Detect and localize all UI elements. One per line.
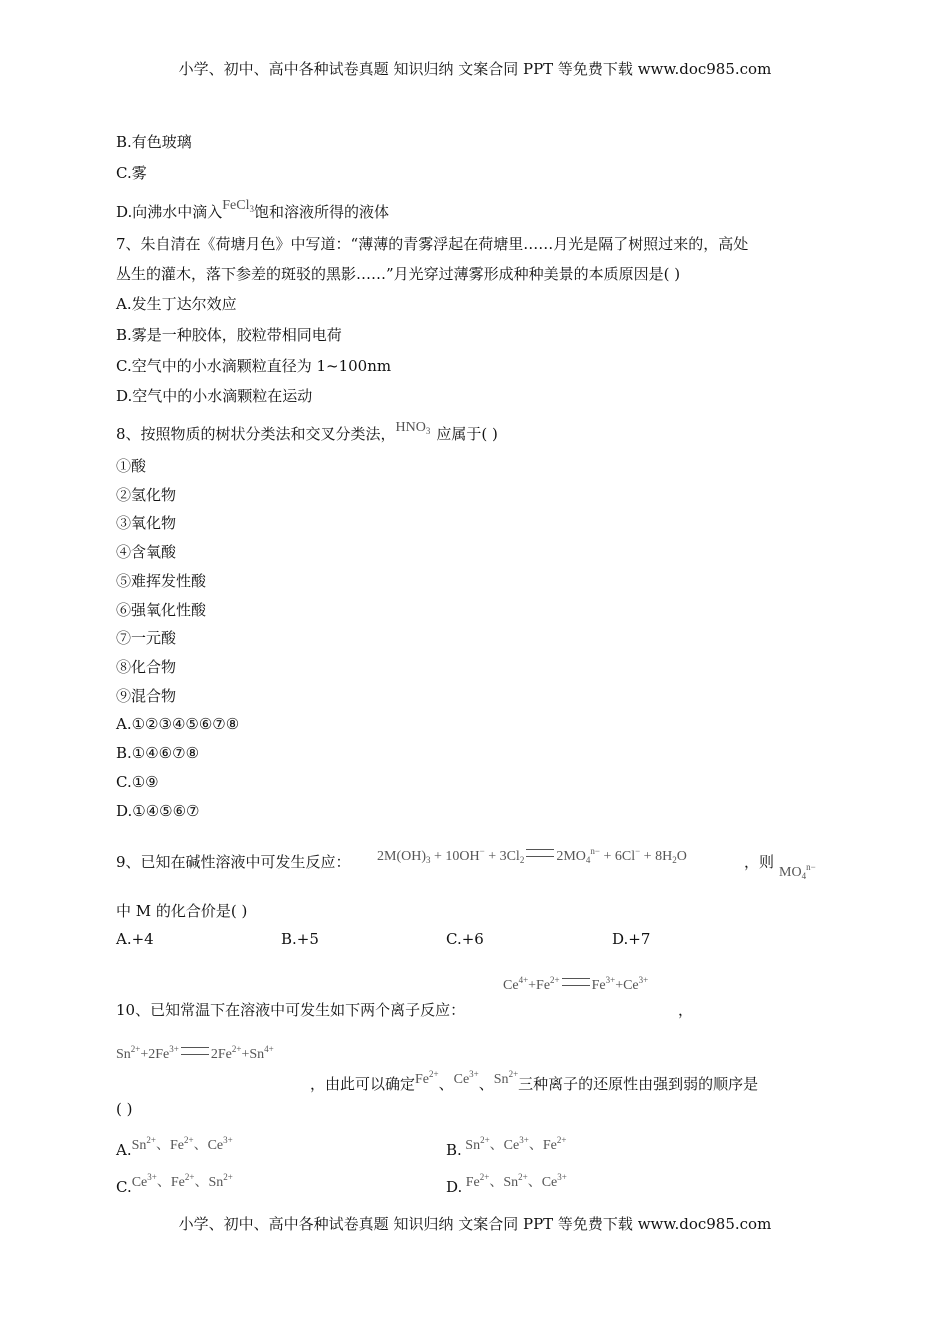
- q7-option-a: A.发生丁达尔效应: [116, 295, 237, 313]
- q10-stem-mid: ，由此可以确定$Fe^{2+}$、$Ce^{3+}$、$Sn^{2+}$三种离子的还原性由强到弱的顺序是: [310, 1069, 759, 1093]
- q9-stem-mid: ，则: [744, 853, 775, 871]
- q9-option-b: B.+5: [281, 930, 319, 948]
- q10-stem-pre: 10、已知常温下在溶液中可发生如下两个离子反应：: [116, 1001, 466, 1019]
- q9-option-a: A.+4: [116, 930, 154, 948]
- q7-option-d: D.空气中的小水滴颗粒在运动: [116, 387, 313, 405]
- q9-equation: $2M(OH)_3 + 10OH^- + 3Cl_2$ $2MO_4^{n-} + 6Cl^- + 8H_2O$: [377, 846, 687, 865]
- q6-option-c: C.雾: [116, 164, 147, 182]
- q8-option-c: C.①⑨: [116, 773, 159, 791]
- page-footer: 小学、初中、高中各种试卷真题 知识归纳 文案合同 PPT 等免费下载 www.doc985.com: [178, 1215, 772, 1233]
- q6-option-d: D.向沸水中滴入FeCl$_3$饱和溶液所得的液体: [116, 198, 390, 221]
- q10-reaction-1: $Ce^{4+}+Fe^{2+}$ $Fe^{3+}+Ce^{3+}$: [503, 975, 649, 993]
- q9-option-d: D.+7: [612, 930, 651, 948]
- q7-option-c: C.空气中的小水滴颗粒直径为 1~100nm: [116, 357, 392, 375]
- q7-stem-line2: 丛生的灌木，落下参差的斑驳的黑影……”月光穿过薄雾形成种种美景的本质原因是( ): [116, 265, 681, 283]
- q8-item: ⑨混合物: [116, 687, 177, 705]
- q6-option-b: B.有色玻璃: [116, 133, 192, 151]
- q10-option-c: $C.Ce^{3+}$、$Fe^{2+}$、$Sn^{2+}$: [116, 1172, 233, 1196]
- q8-item: ⑥强氧化性酸: [116, 601, 207, 619]
- q10-answer-paren: ( ): [116, 1100, 133, 1118]
- q8-item: ⑧化合物: [116, 658, 177, 676]
- fecl3-formula: FeCl$_3$: [222, 198, 254, 214]
- q8-stem: 8、按照物质的树状分类法和交叉分类法，$HNO_3$ 应属于( ): [116, 420, 498, 443]
- q9-stem-pre: 9、已知在碱性溶液中可发生反应：: [116, 853, 351, 871]
- q8-item: ⑤难挥发性酸: [116, 572, 207, 590]
- q10-option-b: B. $Sn^{2+}$、$Ce^{3+}$、$Fe^{2+}$: [446, 1135, 567, 1159]
- q7-option-b: B.雾是一种胶体，胶粒带相同电荷: [116, 326, 342, 344]
- q8-option-b: B.①④⑥⑦⑧: [116, 744, 200, 762]
- q10-option-a: $A.Sn^{2+}$、$Fe^{2+}$、$Ce^{3+}$: [116, 1135, 233, 1159]
- hno3-formula: $HNO_3$: [395, 420, 431, 436]
- q8-option-d: D.①④⑤⑥⑦: [116, 802, 200, 820]
- q8-item: ①酸: [116, 457, 147, 475]
- q10-reaction-2: $Sn^{2+}+2Fe^{3+}$ $2Fe^{2+}+Sn^{4+}$: [116, 1044, 274, 1062]
- q10-option-d: D. $Fe^{2+}$、$Sn^{2+}$、$Ce^{3+}$: [446, 1172, 567, 1196]
- q7-stem-line1: 7、朱自清在《荷塘月色》中写道：“薄薄的青雾浮起在荷塘里……月光是隔了树照过来的，高处: [116, 235, 749, 253]
- q8-item: ③氧化物: [116, 514, 177, 532]
- page-header: 小学、初中、高中各种试卷真题 知识归纳 文案合同 PPT 等免费下载 www.doc985.com: [178, 60, 772, 78]
- q9-option-c: C.+6: [446, 930, 484, 948]
- q8-item: ④含氧酸: [116, 543, 177, 561]
- q8-option-a: A.①②③④⑤⑥⑦⑧: [116, 715, 240, 733]
- q8-item: ②氢化物: [116, 486, 177, 504]
- q8-item: ⑦一元酸: [116, 629, 177, 647]
- mo4-ion-formula: $MO_4^{n-}$: [779, 862, 816, 881]
- q10-comma: ，: [678, 1001, 694, 1019]
- q9-stem-line2: 中 M 的化合价是( ): [116, 902, 248, 920]
